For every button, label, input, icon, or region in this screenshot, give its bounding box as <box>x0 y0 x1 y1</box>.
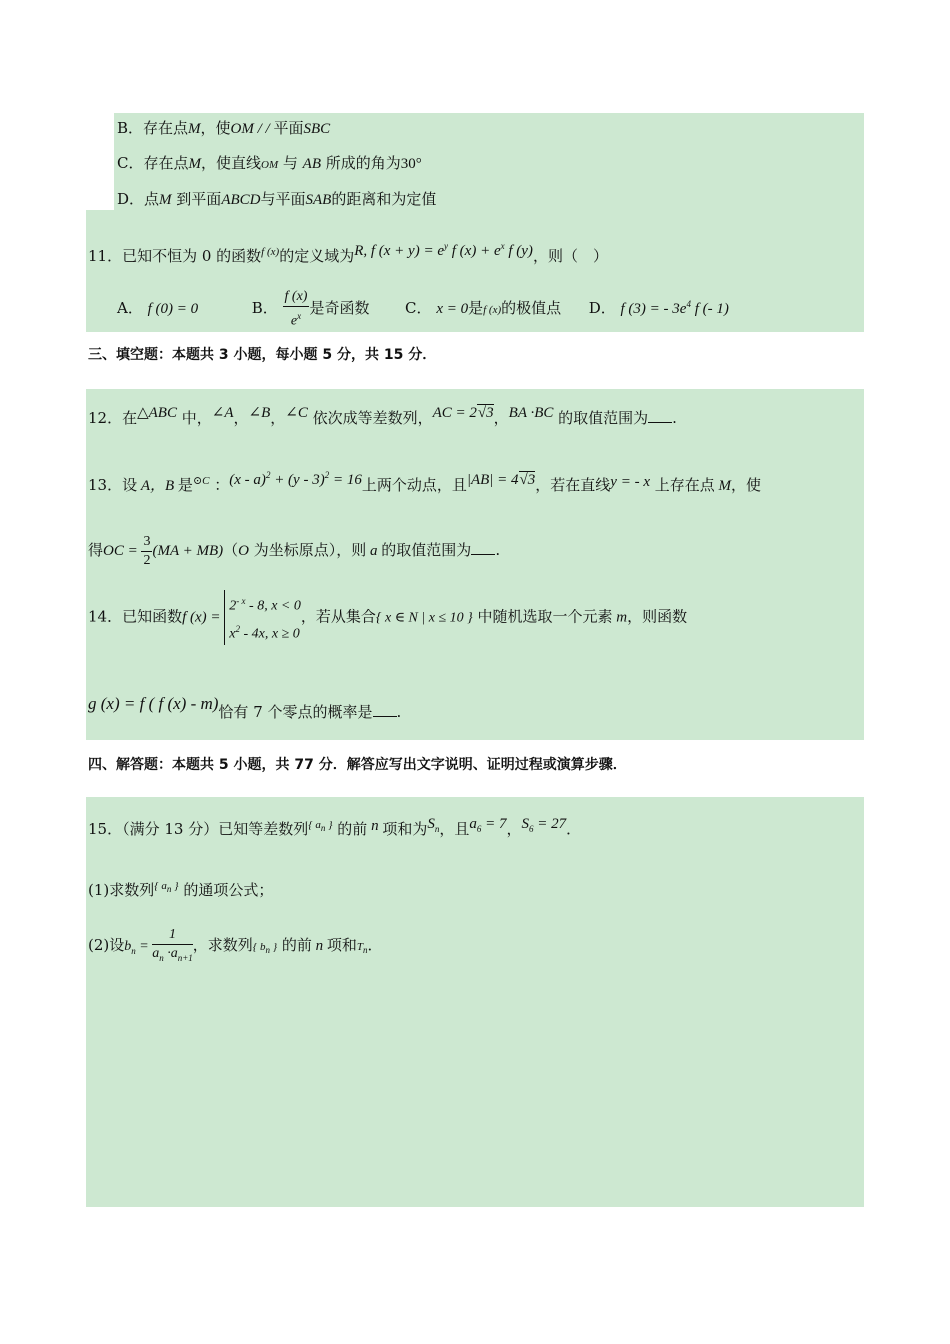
highlight-q15 <box>86 797 864 1207</box>
q13-answer-blank[interactable] <box>471 541 495 555</box>
q14-stem-line2: g (x) = f ( f (x) - m)恰有 7 个零点的概率是 . <box>88 694 402 721</box>
q11-stem: 11．已知不恒为 0 的函数$^{f (x)}$的定义域为R, f $(x + y) = e^y$ f $(x) + e^x$ f (y)，则（ ） <box>88 241 608 265</box>
section-heading-fill-in: 三、填空题：本题共 3 小题，每小题 5 分，共 15 分． <box>88 347 437 363</box>
q11-option-a: A． f (0) = 0 <box>117 299 199 317</box>
q11-options <box>117 284 729 330</box>
q15-part1: (1)求数列$^{\{ a_n \}}$ 的通项公式； <box>88 880 274 899</box>
q12-stem: 12．在△ABC 中，∠A，∠B，∠C 依次成等差数列，AC = 2√3，BA ·BC 的取值范围为 . <box>88 405 677 427</box>
q12-answer-blank[interactable] <box>648 409 672 423</box>
q11-option-b: B． $\frac{f (x)}{e^x}$ 是奇函数 <box>251 288 370 329</box>
q15-stem: 15．（满分 13 分）已知等差数列$^{\{ a_n \}}$ 的前 n 项和为$S_n$，且$a_6 = 7$，$S_6 = 27$． <box>88 816 582 838</box>
q14-answer-blank[interactable] <box>373 703 397 717</box>
q10-option-c: C．存在点M，使直线OM 与 AB 所成的角为30° <box>117 154 422 172</box>
q15-part2: (2)设$b_n$ = $\frac{1}{a_n \cdot a_{n+1}}$ ，求数列{ $b_n$ } 的前 n 项和$T_n$． <box>88 926 383 963</box>
q11-option-d: D． f (3) = - $3e^4$ f (- 1) <box>588 299 729 317</box>
q14-stem-line1: 14．已知函数f (x) = $2^{- x} - 8$, x < 0 $x^2 - 4x$, x ≥ 0 ，若从集合{ x ∈ N | x ≤ 10 } 中随机选取一个元素 m，则函数 <box>88 590 687 645</box>
q10-option-b: B．存在点M，使OM / / 平面SBC <box>117 119 331 137</box>
q11-option-c: C． x = 0是f (x)的极值点 <box>405 299 562 317</box>
q10-option-d: D．点M 到平面ABCD与平面SAB的距离和为定值 <box>117 190 437 208</box>
q13-stem-line2: 得OC = $\frac{3}{2}$ (MA + MB)（O 为坐标原点），则 a 的取值范围为 . <box>88 533 501 568</box>
section-heading-solutions: 四、解答题：本题共 5 小题，共 77 分．解答应写出文字说明、证明过程或演算步骤． <box>88 757 627 773</box>
q13-stem-line1: 13．设 A，B 是$^{⊙C}$ ：(x - a)$^2$ + (y - 3)$^2$ = 16上两个动点，且|AB| = 4√3，若在直线y = - x 上存在点 M，使 <box>88 470 762 494</box>
